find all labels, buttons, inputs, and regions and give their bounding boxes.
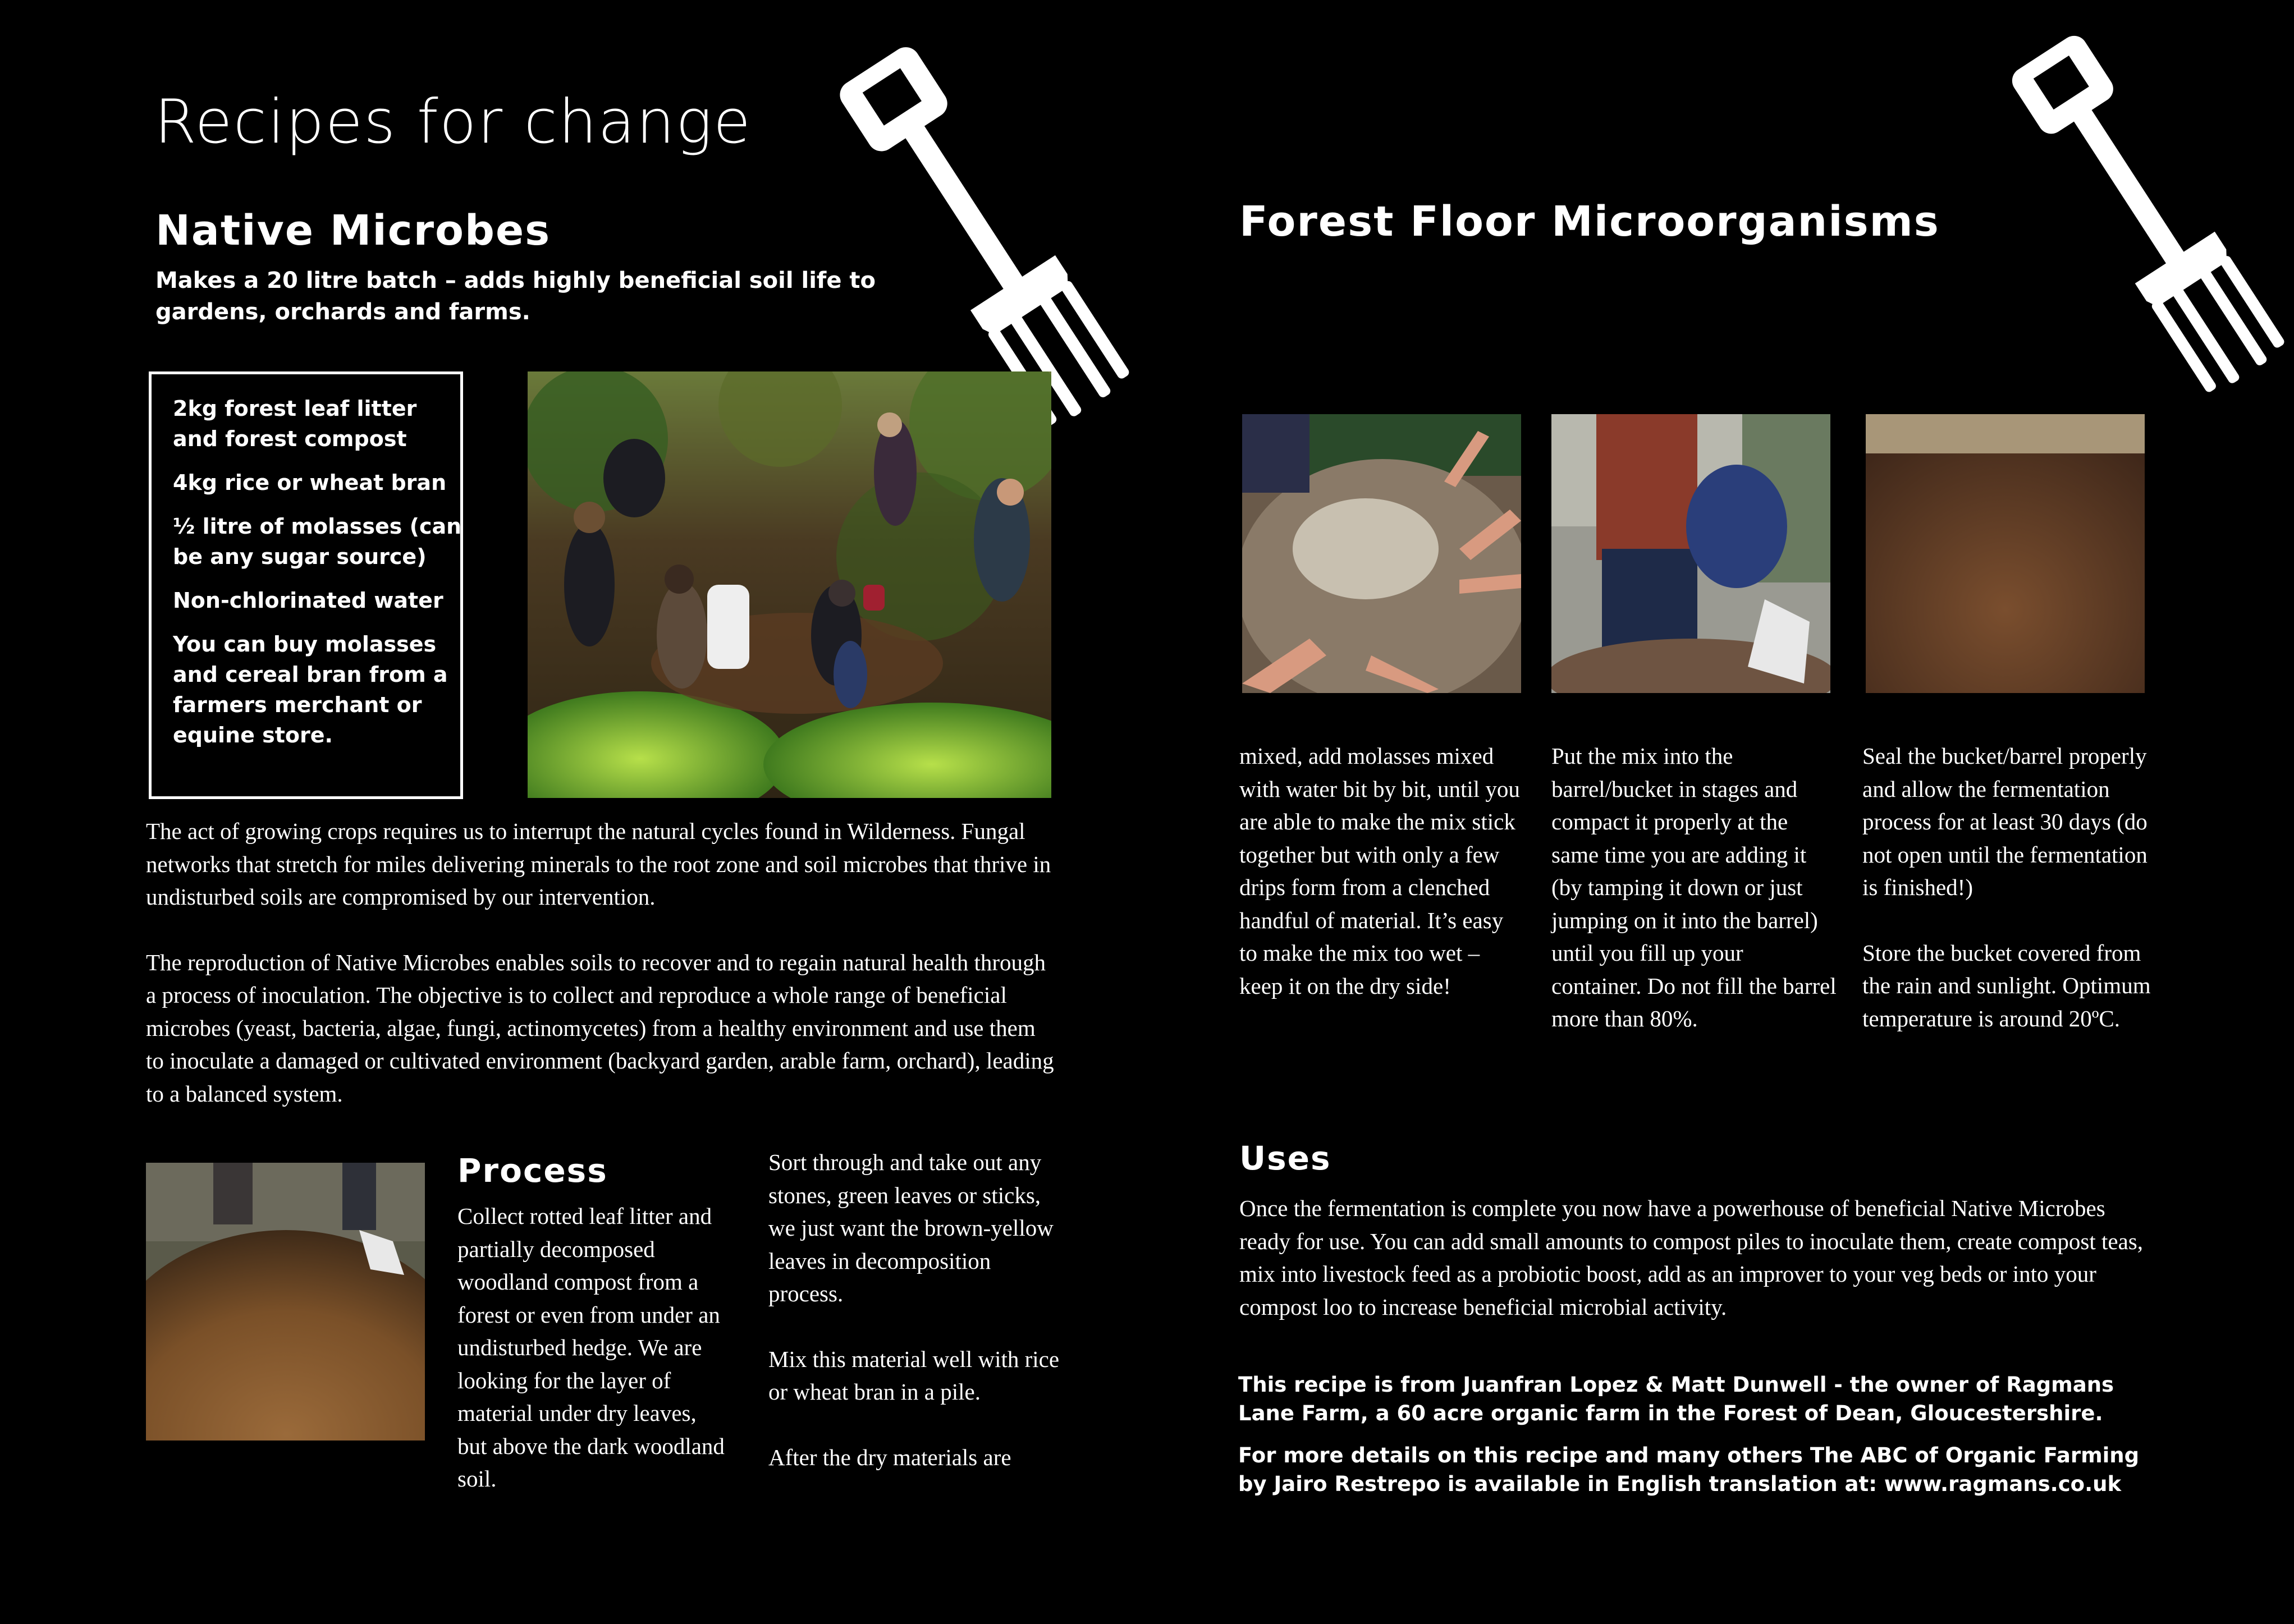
method-paragraph: Put the mix into the barrel/bucket in stages and compact it properly at the same time you are adding it (by tamping it down or just jumping on it into the barrel) until you fill up your container. Do not fill the barrel more than 80%. bbox=[1551, 743, 1837, 1031]
section-heading-native-microbes: Native Microbes bbox=[155, 207, 551, 255]
method-column-3 bbox=[1862, 740, 2154, 1067]
ingredient-item: 4kg rice or wheat bran bbox=[173, 470, 447, 495]
page-title: Recipes for change bbox=[154, 87, 752, 157]
ingredient-item: Non-chlorinated water bbox=[173, 588, 443, 613]
process-column-1 bbox=[457, 1200, 727, 1528]
intro-paragraph: The act of growing crops requires us to interrupt the natural cycles found in Wilderness. Fungal networks that stretch for miles delivering minerals to the root zone and soil microbes that thrive in undisturbed soils are compromised by our intervention. bbox=[146, 818, 1051, 910]
garden-fork-icon bbox=[1998, 0, 2294, 426]
intro-text bbox=[146, 815, 1055, 1143]
method-paragraph: mixed, add molasses mixed with water bit by bit, until you are able to make the mix stick together but with only a few drips form from a clenched handful of material. It’s easy to make the mix too wet – keep it on the dry side! bbox=[1239, 743, 1520, 999]
recipe-subtitle: Makes a 20 litre batch – adds highly beneficial soil life to gardens, orchards and farms. bbox=[155, 268, 876, 325]
process-paragraph: After the dry materials are bbox=[768, 1444, 1011, 1470]
ingredient-item: ½ litre of molasses (can be any sugar source) bbox=[173, 514, 462, 569]
mixing-hands-photo bbox=[1242, 414, 1521, 693]
forest-foraging-photo bbox=[528, 371, 1051, 798]
process-paragraph: Collect rotted leaf litter and partially decomposed woodland compost from a forest or even from under an undisturbed hedge. We are looking for the layer of material under dry leaves, but above the dark woodland soil. bbox=[457, 1203, 725, 1492]
uses-text bbox=[1239, 1192, 2149, 1356]
intro-paragraph: The reproduction of Native Microbes enables soils to recover and to regain natural health through a process of inoculation. The objective is to collect and reproduce a whole range of beneficial microbes (yeast, bacteria, algae, fungi, actinomycetes) from a healthy environment and use them to inoculate a damaged or cultivated environment (backyard garden, arable farm, orchard), leading to a balanced system. bbox=[146, 949, 1054, 1107]
method-column-2 bbox=[1551, 740, 1838, 1068]
uses-paragraph: Once the fermentation is complete you now have a powerhouse of beneficial Native Microbes ready for use. You can add small amounts to compost piles to inoculate them, create compost teas, mix into livestock feed as a probiotic boost, add as an improver to your veg beds or into your compost loo to increase beneficial microbial activity. bbox=[1239, 1195, 2144, 1320]
uses-heading: Uses bbox=[1239, 1139, 1331, 1177]
section-heading-forest-floor: Forest Floor Microorganisms bbox=[1239, 198, 1940, 246]
process-heading: Process bbox=[457, 1152, 608, 1190]
credit-paragraph: This recipe is from Juanfran Lopez & Matt Dunwell - the owner of Ragmans Lane Farm, a 60 acre organic farm in the Forest of Dean, Gloucestershire. bbox=[1238, 1373, 2114, 1425]
process-paragraph: Mix this material well with rice or wheat bran in a pile. bbox=[768, 1346, 1060, 1405]
method-paragraph: Seal the bucket/barrel properly and allow the fermentation process for at least 30 days (do not open until the fermentation is finished!) bbox=[1862, 743, 2148, 900]
credit-paragraph: For more details on this recipe and many others The ABC of Organic Farming by Jairo Restrepo is available in English translation at: www.ragmans.co.uk bbox=[1238, 1443, 2140, 1496]
method-column-1 bbox=[1239, 740, 1526, 1035]
process-paragraph: Sort through and take out any stones, green leaves or sticks, we just want the brown-yellow leaves in decomposition process. bbox=[768, 1149, 1054, 1306]
ingredient-item: You can buy molasses and cereal bran from a farmers merchant or equine store. bbox=[173, 632, 448, 747]
compost-pile-photo bbox=[146, 1163, 425, 1441]
ingredient-item: 2kg forest leaf litter and forest compost bbox=[173, 396, 417, 451]
filling-bucket-photo bbox=[1551, 414, 1830, 693]
method-paragraph: Store the bucket covered from the rain and sunlight. Optimum temperature is around 20ºC. bbox=[1862, 939, 2151, 1031]
ingredients-box bbox=[149, 371, 463, 799]
fermented-mix-photo bbox=[1866, 414, 2145, 693]
process-column-2 bbox=[768, 1146, 1060, 1506]
ingredients-list bbox=[173, 393, 460, 750]
credits bbox=[1238, 1370, 2148, 1512]
